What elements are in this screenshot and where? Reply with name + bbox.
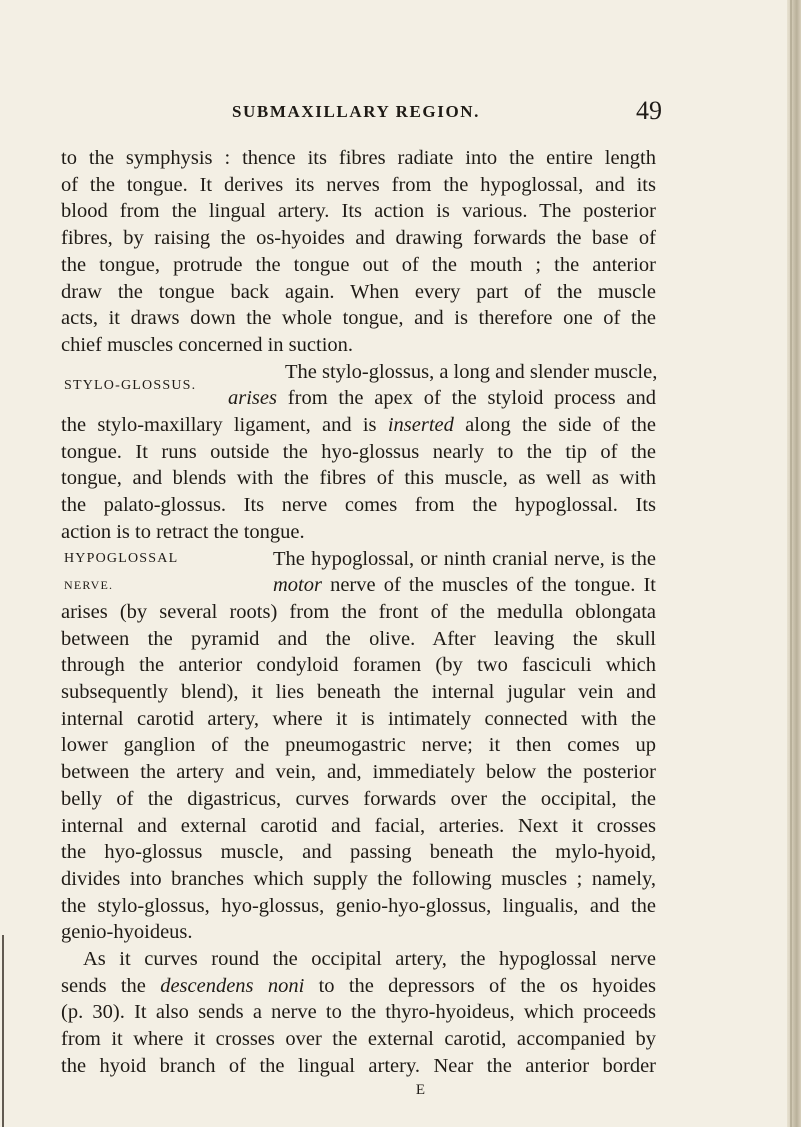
text-line: subsequently blend), it lies beneath the internal jugular vein and <box>61 681 656 703</box>
text-line: the palato-glossus. Its nerve comes from the hypoglossal. Its <box>61 494 656 517</box>
text-line: of the tongue. It derives its nerves from the hypoglossal, and its <box>61 173 656 196</box>
page-edge-shadow <box>787 0 801 1127</box>
text-line: tongue. It runs outside the hyo-glossus nearly to the tip of the <box>61 440 656 463</box>
text-line: The hypoglossal, or ninth cranial nerve, is the <box>273 547 656 570</box>
text-line: the stylo-maxillary ligament, and is inserted along the side of the <box>61 414 656 436</box>
text-line: divides into branches which supply the following muscles ; namely, <box>61 867 656 890</box>
text-line: fibres, by raising the os-hyoides and drawing forwards the base of <box>61 227 656 250</box>
text-line: (p. 30). It also sends a nerve to the thyro-hyoideus, which proceeds <box>61 1001 656 1024</box>
italic-term: arises <box>228 387 277 410</box>
text-line: blood from the lingual artery. Its action is various. The posterior <box>61 200 656 223</box>
page-header <box>232 96 662 130</box>
running-head: SUBMAXILLARY REGION. <box>232 102 481 121</box>
italic-term: motor <box>273 574 322 597</box>
text-line: The stylo-glossus, a long and slender muscle, <box>285 360 658 383</box>
text-line: the hyo-glossus muscle, and passing beneath the mylo-hyoid, <box>61 841 656 864</box>
text-line: sends the descendens noni to the depressors of the os hyoides <box>61 974 656 997</box>
text-line: internal and external carotid and facial, arteries. Next it crosses <box>61 814 656 837</box>
text-line: through the anterior condyloid foramen (by two fasciculi which <box>61 654 656 677</box>
text-line: the stylo-glossus, hyo-glossus, genio-hyo-glossus, lingualis, and the <box>61 894 656 917</box>
text-line: arises from the apex of the styloid process and <box>228 387 656 410</box>
text-line: action is to retract the tongue. <box>61 520 305 543</box>
text-line: to the symphysis : thence its fibres radiate into the entire length <box>61 147 656 169</box>
signature-mark: E <box>415 1081 426 1098</box>
text-line: from it where it crosses over the external carotid, accompanied by <box>61 1028 656 1051</box>
text-line: between the pyramid and the olive. After leaving the skull <box>61 627 656 650</box>
text-line: motor nerve of the muscles of the tongue. It <box>273 574 656 597</box>
text-line: chief muscles concerned in suction. <box>61 333 354 356</box>
text-line: the tongue, protrude the tongue out of the mouth ; the anterior <box>61 253 656 276</box>
page-number: 49 <box>636 96 662 125</box>
italic-term: inserted <box>387 414 454 436</box>
text-line: draw the tongue back again. When every part of the muscle <box>61 280 656 303</box>
text-line: between the artery and vein, and, immediately below the posterior <box>61 761 656 784</box>
text-line: lower ganglion of the pneumogastric nerve; it then comes up <box>61 734 656 757</box>
text-line: genio-hyoideus. <box>61 921 193 944</box>
text-line: acts, it draws down the whole tongue, and is therefore one of the <box>61 307 656 330</box>
side-note-nerve: NERVE. <box>64 578 114 593</box>
text-line: As it curves round the occipital artery, the hypoglossal nerve <box>83 948 656 970</box>
text-line: internal carotid artery, where it is intimately connected with the <box>61 707 656 730</box>
text-line: tongue, and blends with the fibres of this muscle, as well as with <box>61 467 656 490</box>
text-line: belly of the digastricus, curves forwards over the occipital, the <box>61 787 656 810</box>
italic-term: descendens noni <box>160 974 305 997</box>
text-line: arises (by several roots) from the front of the medulla oblongata <box>61 600 656 623</box>
side-note-stylo-glossus: STYLO-GLOSSUS. <box>64 377 197 393</box>
text-line-clipped: the hyoid branch of the lingual artery. Near the anterior border <box>61 1054 656 1077</box>
side-note-hypoglossal: HYPOGLOSSAL <box>64 550 179 566</box>
